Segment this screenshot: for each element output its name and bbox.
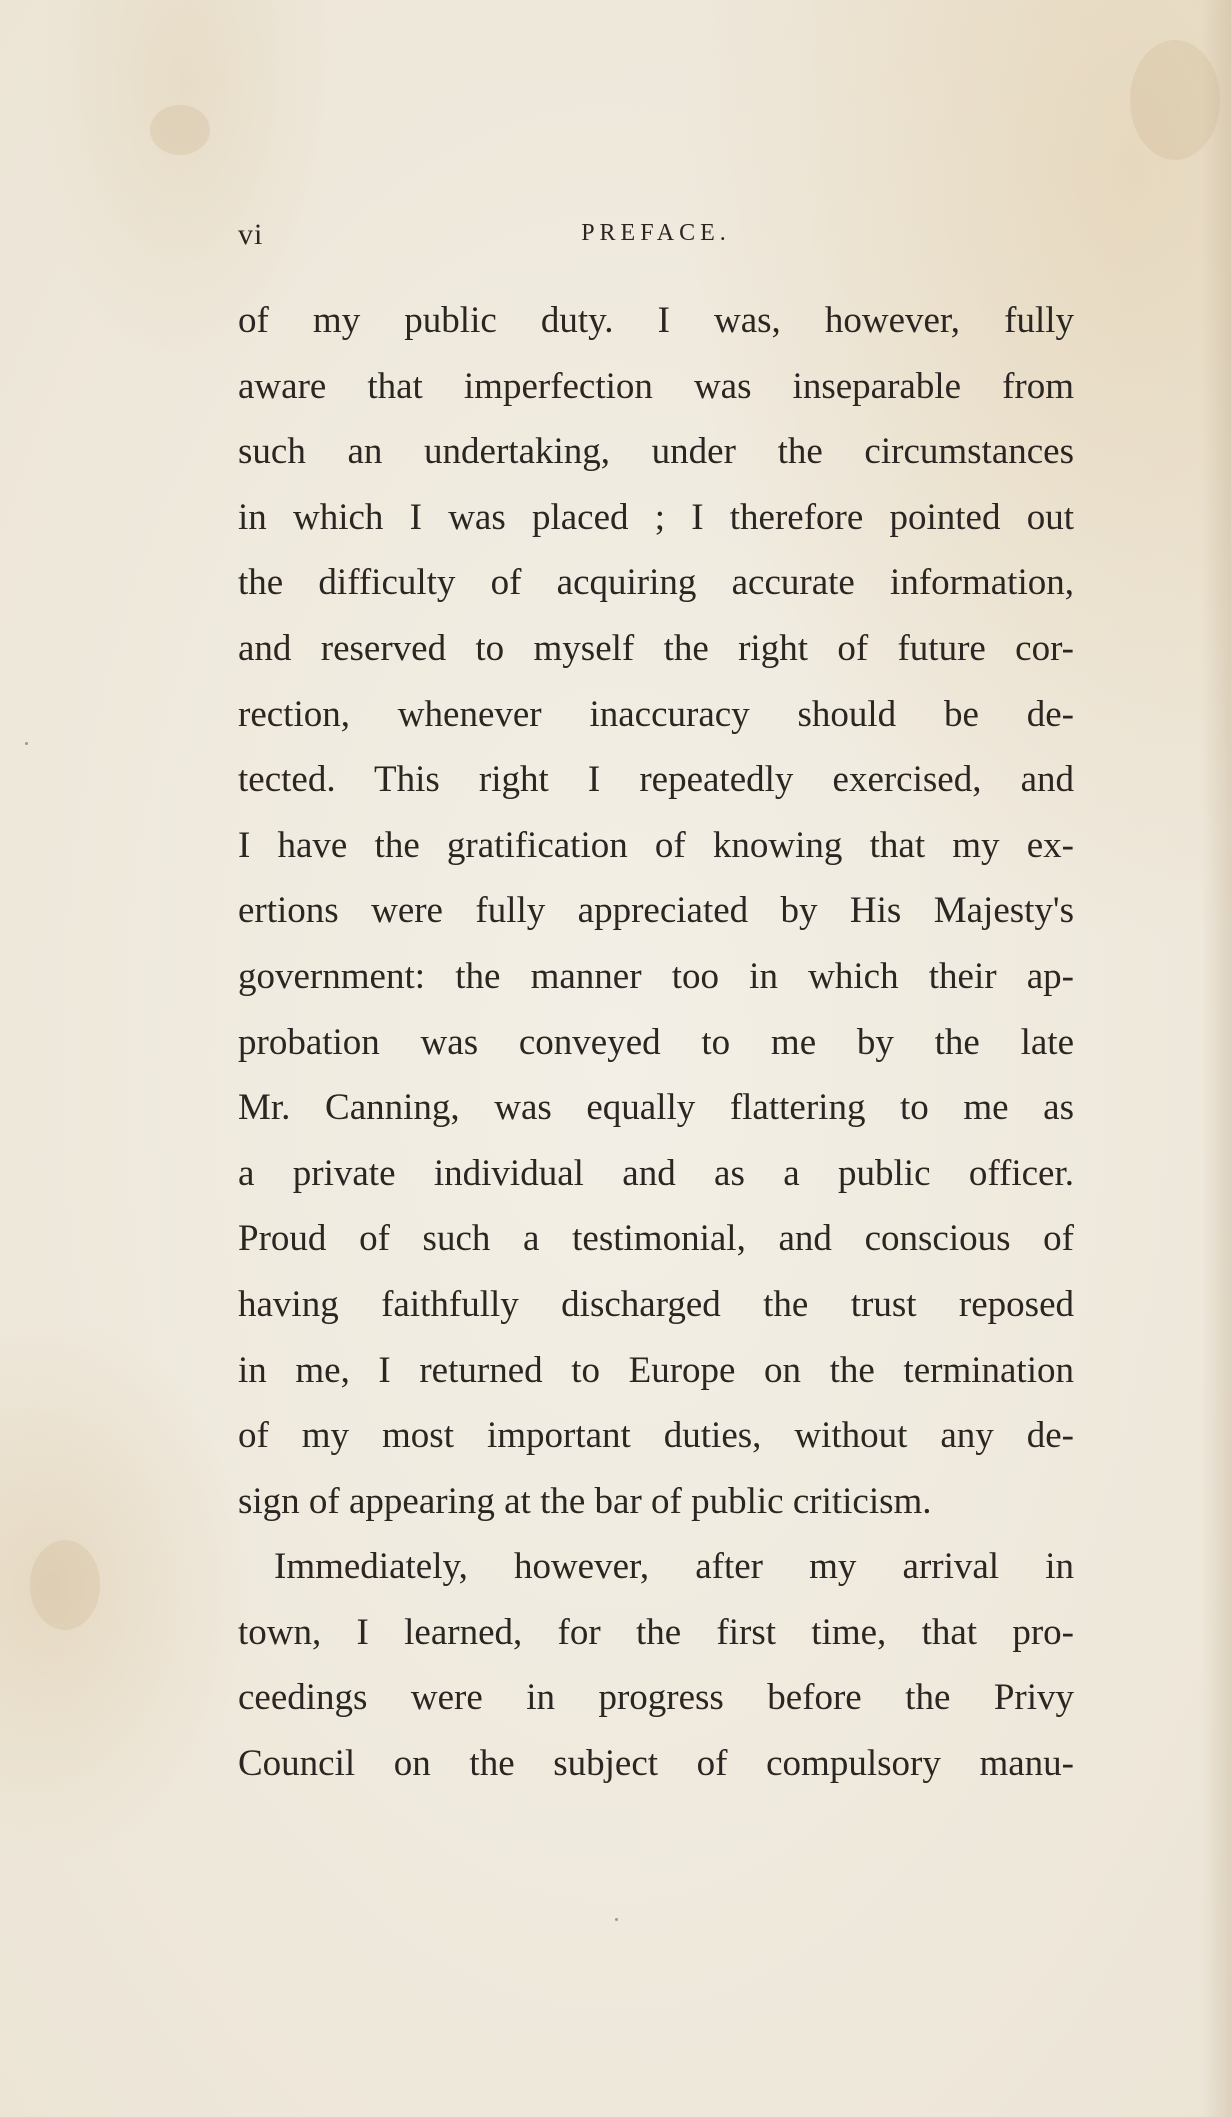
page-edge-shadow xyxy=(1201,0,1231,2117)
text-line: and reserved to myself the right of future cor- xyxy=(238,627,1074,669)
text-line: Council on the subject of compulsory manu- xyxy=(238,1743,1074,1785)
text-line: of my most important duties, without any de- xyxy=(238,1415,1074,1457)
text-line: rection, whenever inaccuracy should be de- xyxy=(238,693,1074,735)
text-line: tected. This right I repeatedly exercised, and xyxy=(238,759,1074,801)
paper-stain xyxy=(150,105,210,155)
body-text xyxy=(238,288,1074,1797)
paper-speck xyxy=(615,1918,618,1921)
text-line: Mr. Canning, was equally flattering to me as xyxy=(238,1087,1074,1129)
running-head xyxy=(238,218,1074,258)
text-line: Proud of such a testimonial, and conscious of xyxy=(238,1218,1074,1260)
text-line: probation was conveyed to me by the late xyxy=(238,1021,1074,1063)
text-line: I have the gratification of knowing that my ex- xyxy=(238,824,1074,866)
text-line: in me, I returned to Europe on the termination xyxy=(238,1349,1074,1391)
text-line: government: the manner too in which their ap- xyxy=(238,955,1074,997)
text-line: of my public duty. I was, however, fully xyxy=(238,300,1074,341)
text-line: Immediately, however, after my arrival in xyxy=(274,1546,1074,1588)
page-number: vi xyxy=(238,218,264,251)
text-line: a private individual and as a public officer. xyxy=(238,1152,1074,1194)
running-head-title: PREFACE. xyxy=(581,220,731,246)
paper-stain xyxy=(30,1540,100,1630)
text-line: the difficulty of acquiring accurate information, xyxy=(238,562,1074,604)
text-line: in which I was placed ; I therefore pointed out xyxy=(238,496,1074,538)
text-line: town, I learned, for the first time, that pro- xyxy=(238,1611,1074,1653)
text-line: sign of appearing at the bar of public criticism. xyxy=(238,1480,932,1522)
paper-speck xyxy=(25,742,28,745)
text-line: aware that imperfection was inseparable from xyxy=(238,365,1074,407)
text-line: such an undertaking, under the circumstances xyxy=(238,431,1074,473)
text-line: having faithfully discharged the trust reposed xyxy=(238,1283,1074,1325)
text-line: ceedings were in progress before the Privy xyxy=(238,1677,1074,1719)
text-line: ertions were fully appreciated by His Majesty's xyxy=(238,890,1074,932)
